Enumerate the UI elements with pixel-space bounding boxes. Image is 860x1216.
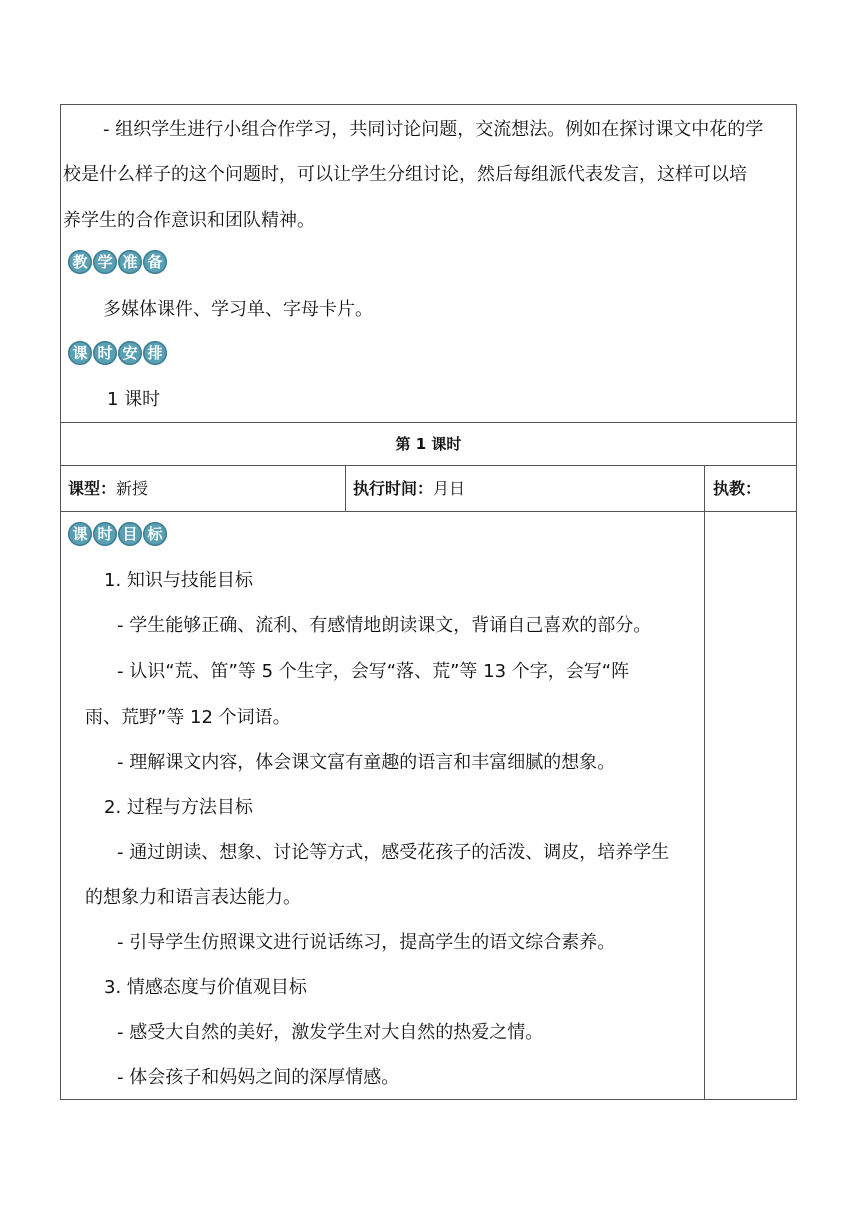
objective-item: - 认识“荒、笛”等 5 个生字，会写“落、荒”等 13 个字，会写“阵 [117, 661, 630, 682]
objective-item: - 通过朗读、想象、讨论等方式，感受花孩子的活泼、调皮，培养学生 [117, 842, 670, 863]
schedule-banner [68, 341, 167, 365]
objective-item: - 体会孩子和妈妈之间的深厚情感。 [117, 1067, 400, 1088]
objective-item: - 感受大自然的美好，激发学生对大自然的热爱之情。 [117, 1022, 544, 1043]
objective-item: - 理解课文内容，体会课文富有童趣的语言和丰富细腻的想象。 [117, 752, 616, 773]
prep-banner [68, 250, 167, 274]
objectives-banner-char: 标 [143, 522, 167, 546]
schedule-text: 1 课时 [107, 389, 161, 410]
execution-time-value: 月日 [433, 479, 466, 498]
objectives-banner [68, 522, 167, 546]
lesson-type-label: 课型： [68, 479, 117, 498]
intro-line-2: 校是什么样子的这个问题时，可以让学生分组讨论，然后每组派代表发言，这样可以培 [63, 164, 747, 185]
lesson-info-row [60, 466, 797, 512]
column-divider [345, 466, 346, 511]
prep-text: 多媒体课件、学习单、字母卡片。 [103, 299, 373, 320]
teacher [713, 466, 761, 511]
objective-item: - 引导学生仿照课文进行说话练习，提高学生的语文综合素养。 [117, 932, 616, 953]
objectives-banner-char: 时 [93, 522, 117, 546]
objectives-banner-char: 课 [68, 522, 92, 546]
teacher-label: 执教： [713, 479, 762, 498]
objective-item: - 学生能够正确、流利、有感情地朗读课文，背诵自己喜欢的部分。 [117, 615, 652, 636]
intro-line-3: 养学生的合作意识和团队精神。 [63, 210, 315, 231]
lesson-type-value: 新授 [116, 479, 149, 498]
column-divider [704, 466, 705, 511]
schedule-banner-char: 排 [143, 341, 167, 365]
execution-time [353, 466, 465, 511]
objective-item-cont: 雨、荒野”等 12 个词语。 [85, 707, 291, 728]
prep-banner-char: 准 [118, 250, 142, 274]
schedule-banner-char: 课 [68, 341, 92, 365]
objective-heading: 1. 知识与技能目标 [104, 570, 253, 591]
intro-line-1: - 组织学生进行小组合作学习，共同讨论问题，交流想法。例如在探讨课文中花的学 [103, 119, 764, 140]
teaching-method-section [60, 104, 797, 422]
prep-banner-char: 学 [93, 250, 117, 274]
objective-item-cont: 的想象力和语言表达能力。 [85, 887, 301, 908]
objectives-banner-char: 目 [118, 522, 142, 546]
lesson-type [68, 466, 148, 511]
prep-banner-char: 备 [143, 250, 167, 274]
objectives-section [60, 512, 797, 1100]
execution-time-label: 执行时间： [353, 479, 434, 498]
lesson-title: 第 1 课时 [60, 422, 797, 466]
column-divider [704, 512, 705, 1099]
objective-heading: 2. 过程与方法目标 [104, 797, 253, 818]
schedule-banner-char: 时 [93, 341, 117, 365]
prep-banner-char: 教 [68, 250, 92, 274]
schedule-banner-char: 安 [118, 341, 142, 365]
objective-heading: 3. 情感态度与价值观目标 [104, 977, 307, 998]
